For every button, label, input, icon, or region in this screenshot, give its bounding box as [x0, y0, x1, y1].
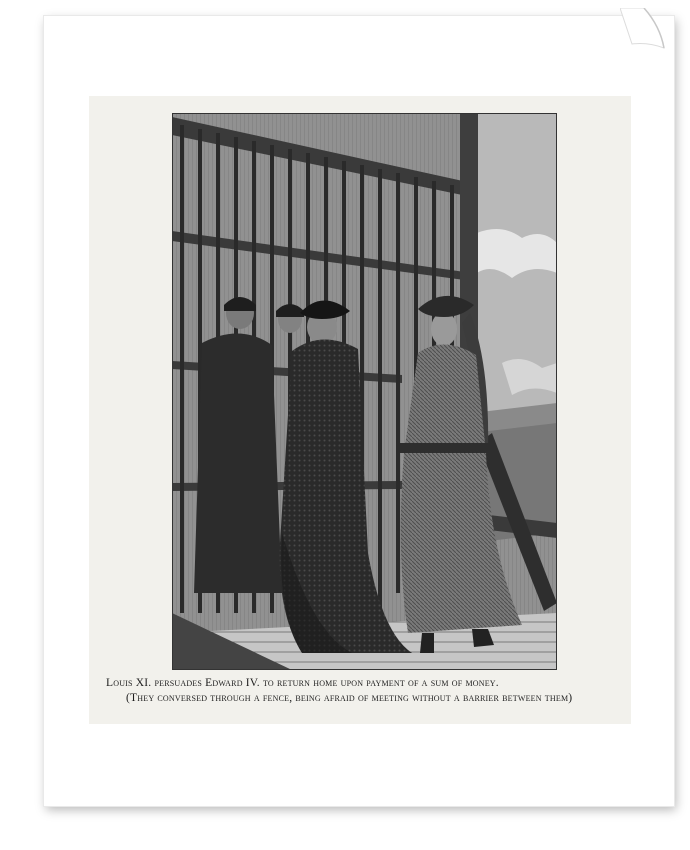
caption-line-2: (They conversed through a fence, being afraid of meeting without a barrier between them) [126, 692, 573, 704]
engraving-illustration [172, 113, 557, 670]
caption [106, 676, 626, 706]
page-curl-corner [620, 8, 676, 64]
caption-line-1: Louis XI. persuades Edward IV. to return home upon payment of a sum of money. [106, 677, 499, 689]
engraving-drawing [172, 113, 557, 670]
